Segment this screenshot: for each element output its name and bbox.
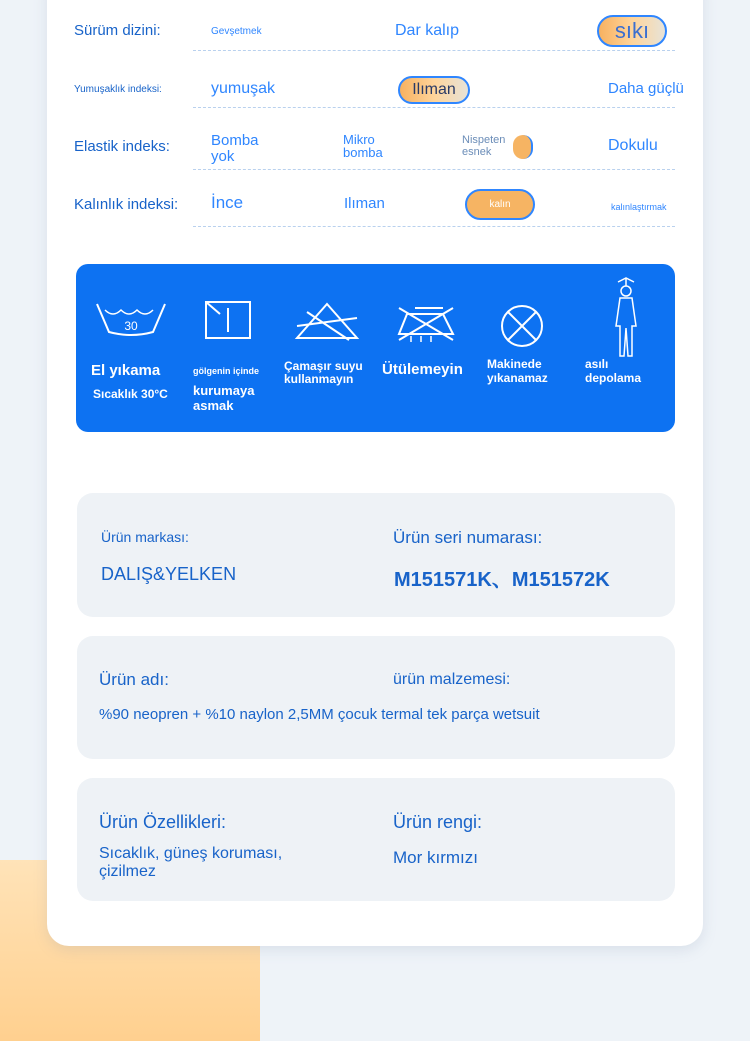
- option-thicken: kalınlaştırmak: [611, 202, 667, 212]
- care-hang-store-label: asılı depolama: [585, 357, 642, 385]
- brand-label: Ürün markası:: [101, 529, 189, 545]
- features-value: Sıcaklık, güneş koruması, çizilmez: [99, 845, 283, 880]
- info-box-features: [77, 778, 675, 901]
- option-moderate-selected: Ilıman: [398, 76, 470, 104]
- divider: [193, 226, 675, 227]
- info-box-material: [77, 636, 675, 759]
- serial-label: Ürün seri numarası:: [393, 528, 543, 547]
- attribute-label-version: Sürüm dizini:: [74, 22, 161, 39]
- care-no-machine-label: Makinede yıkanamaz: [487, 357, 548, 385]
- care-shade-dry-label: kurumaya asmak: [193, 383, 255, 413]
- features-label: Ürün Özellikleri:: [99, 812, 227, 832]
- info-box-brand: [77, 493, 675, 617]
- care-no-iron-label: Ütülemeyin: [382, 361, 463, 378]
- hand-wash-icon: [95, 300, 167, 340]
- color-label: Ürün rengi:: [393, 812, 483, 832]
- option-tight-selected: sıkı: [597, 15, 667, 47]
- material-label: ürün malzemesi:: [393, 671, 511, 688]
- serial-value: M151571K、M151572K: [394, 569, 610, 591]
- no-iron-icon: [395, 302, 457, 344]
- option-micro-stretch: Mikro bomba: [343, 132, 383, 160]
- product-name-value: %90 neopren + %10 naylon 2,5MM çocuk termal tek parça wetsuit: [99, 706, 540, 723]
- divider: [193, 107, 675, 108]
- product-name-label: Ürün adı:: [99, 670, 169, 689]
- care-hand-wash-label: El yıkama: [91, 362, 161, 379]
- care-instructions-panel: [76, 264, 675, 432]
- svg-text:30: 30: [124, 319, 138, 333]
- care-shade-small-label: gölgenin içinde: [193, 366, 260, 376]
- no-bleach-icon: [293, 300, 361, 342]
- color-value: Mor kırmızı: [393, 848, 478, 867]
- care-temperature-label: Sıcaklık 30°C: [93, 387, 168, 401]
- option-thick-selected: kalın: [465, 189, 535, 220]
- care-no-bleach-label: Çamaşır suyu kullanmayın: [284, 359, 363, 386]
- option-loose: Gevşetmek: [211, 26, 262, 37]
- selected-marker: [513, 135, 533, 159]
- divider: [193, 169, 675, 170]
- option-moderate: Ilıman: [344, 195, 385, 212]
- divider: [193, 50, 675, 51]
- attribute-label-thickness: Kalınlık indeksi:: [74, 196, 179, 213]
- brand-value: DALIŞ&YELKEN: [101, 564, 237, 584]
- attribute-label-elastic: Elastik indeks:: [74, 138, 170, 155]
- option-soft: yumuşak: [211, 80, 276, 97]
- option-slim-fit: Dar kalıp: [395, 22, 460, 39]
- option-no-stretch: Bomba yok: [211, 132, 259, 165]
- option-relatively-elastic-selected: Nispeten esnek: [462, 134, 506, 158]
- option-stronger: Daha güçlü: [608, 80, 684, 97]
- shade-dry-icon: [204, 300, 252, 340]
- attribute-label-softness: Yumuşaklık indeksi:: [74, 84, 162, 95]
- no-machine-wash-icon: [498, 304, 546, 348]
- option-textured: Dokulu: [608, 137, 658, 154]
- hanging-wetsuit-icon: [608, 276, 644, 360]
- option-thin: İnce: [211, 193, 244, 212]
